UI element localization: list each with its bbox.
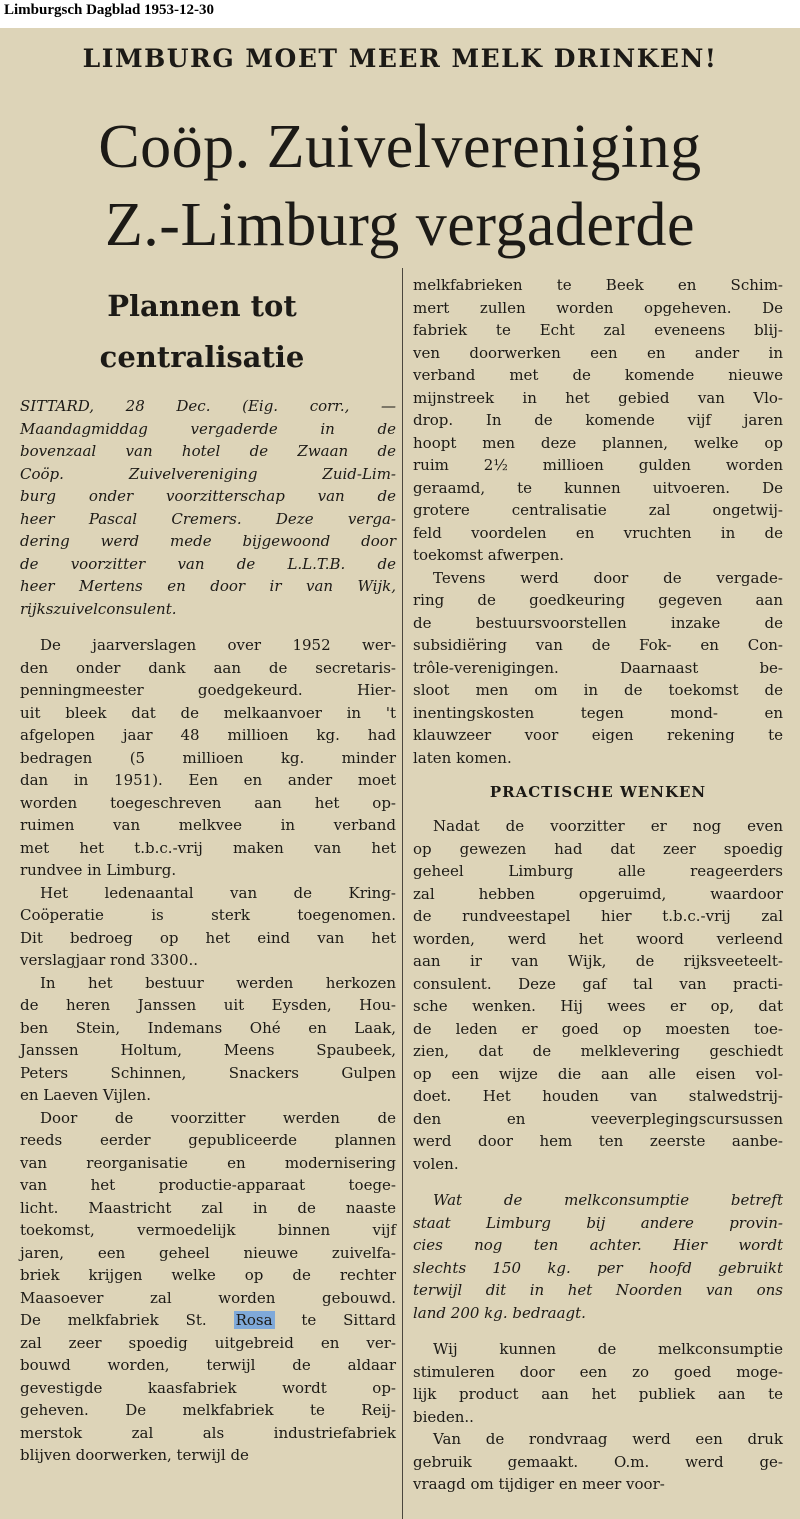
text-line: cies nog ten achter. Hier wordt	[413, 1236, 783, 1254]
text-line: geheel Limburg alle reageerders	[413, 862, 783, 880]
text-line: bovenzaal van hotel de Zwaan de	[20, 442, 396, 460]
text-line: land 200 kg. bedraagt.	[413, 1303, 586, 1322]
article-paragraph	[413, 1338, 783, 1428]
text-line: consulent. Deze gaf tal van practi-	[413, 974, 783, 993]
text-line: ben Stein, Indemans Ohé en Laak,	[20, 1018, 396, 1037]
text-line: rijkszuivelconsulent.	[20, 599, 177, 618]
text-line: briek krijgen welke op de rechter	[20, 1266, 396, 1284]
text-line: de voorzitter van de L.L.T.B. de	[20, 554, 396, 573]
text-line: De jaarverslagen over 1952 wer-	[40, 636, 396, 654]
main-headline-line-2: Z.-Limburg vergaderde	[104, 191, 696, 259]
text-line: sche wenken. Hij wees er op, dat	[413, 997, 783, 1015]
text-line: de leden er goed op moesten toe-	[413, 1019, 783, 1038]
text-line: Maasoever zal worden gebouwd.	[20, 1288, 396, 1307]
text-line: zal hebben opgeruimd, waardoor	[413, 884, 783, 903]
text-line: terwijl dit in het Noorden van ons	[413, 1281, 783, 1299]
section-heading: PRACTISCHE WENKEN	[489, 783, 707, 801]
text-line: den onder dank aan de secretaris-	[20, 658, 396, 677]
text-line: van reorganisatie en modernisering	[20, 1153, 396, 1172]
text-line: worden, werd het woord verleend	[413, 929, 783, 948]
text-line: jaren, een geheel nieuwe zuivelfa-	[20, 1243, 396, 1262]
text-line: grotere centralisatie zal ongetwij-	[413, 501, 783, 519]
text-line: Coöperatie is sterk toegenomen.	[20, 906, 396, 924]
text-line: toekomst, vermoedelijk binnen vijf	[20, 1221, 396, 1239]
text-line: heer Pascal Cremers. Deze verga-	[20, 509, 396, 528]
text-line: staat Limburg bij andere provin-	[413, 1213, 783, 1232]
main-headline-line-1: Coöp. Zuivelvereniging	[98, 113, 702, 181]
text-line: klauwzeer voor eigen rekening te	[413, 726, 783, 744]
article-paragraph	[413, 815, 783, 1175]
text-line: ruim 2½ millioen gulden worden	[413, 456, 783, 474]
text-line: rundvee in Limburg.	[20, 861, 177, 879]
lede-paragraph	[20, 395, 396, 620]
text-line: toekomst afwerpen.	[413, 546, 565, 564]
text-line: merstok zal als industriefabriek	[20, 1423, 396, 1442]
article-paragraph	[413, 274, 783, 567]
text-line: de bestuursvoorstellen inzake de	[413, 613, 783, 632]
text-line: Wat de melkconsumptie betreft	[433, 1191, 783, 1209]
text-line: heer Mertens en door ir van Wijk,	[20, 577, 396, 595]
text-line: verband met de komende nieuwe	[413, 366, 783, 384]
text-line: slechts 150 kg. per hoofd gebruikt	[413, 1258, 783, 1277]
text-line: Coöp. Zuivelvereniging Zuid-Lim-	[20, 464, 396, 483]
text-line: fabriek te Echt zal eveneens blij-	[413, 321, 783, 339]
text-line: bedragen (5 millioen kg. minder	[20, 748, 396, 767]
text-line: Tevens werd door de vergade-	[433, 568, 783, 587]
text-line: lijk product aan het publiek aan te	[413, 1385, 783, 1403]
text-line: ven doorwerken een en ander in	[413, 343, 783, 362]
text-line: Nadat de voorzitter er nog even	[433, 817, 783, 835]
text-line: sloot men om in de toekomst de	[413, 681, 783, 699]
text-line: Het ledenaantal van de Kring-	[40, 883, 396, 902]
text-line: werd door hem ten zeerste aanbe-	[413, 1132, 783, 1150]
text-line: melkfabrieken te Beek en Schim-	[413, 276, 783, 294]
text-line: trôle-verenigingen. Daarnaast be-	[413, 658, 783, 677]
text-line: drop. In de komende vijf jaren	[413, 411, 783, 429]
text-line: op gewezen had dat zeer spoedig	[413, 839, 783, 858]
text-line: Peters Schinnen, Snackers Gulpen	[20, 1063, 396, 1082]
search-highlight: Rosa	[235, 1311, 273, 1329]
text-line: bieden..	[413, 1407, 474, 1426]
subheadline-line-2: centralisatie	[99, 340, 305, 374]
article-paragraph	[413, 1428, 783, 1496]
text-line: ring de goedkeuring gegeven aan	[413, 591, 783, 609]
article-column-left	[20, 395, 396, 1467]
text-line: inentingskosten tegen mond- en	[413, 703, 783, 722]
text-line: feld voordelen en vruchten in de	[413, 523, 783, 542]
text-line: van het productie-apparaat toege-	[20, 1176, 396, 1194]
text-line: stimuleren door een zo goed moge-	[413, 1362, 783, 1381]
text-line: dering werd mede bijgewoond door	[20, 532, 396, 550]
subheadline-line-1: Plannen tot	[107, 289, 297, 323]
text-line: vraagd om tijdiger en meer voor-	[413, 1475, 665, 1493]
text-line: gevestigde kaasfabriek wordt op-	[20, 1378, 396, 1397]
text-line: zien, dat de melklevering geschiedt	[413, 1042, 783, 1060]
text-line: op een wijze die aan alle eisen vol-	[413, 1064, 783, 1083]
text-line: doet. Het houden van stalwedstrij-	[413, 1087, 783, 1105]
text-line: Maandagmiddag vergaderde in de	[20, 419, 396, 438]
text-line: licht. Maastricht zal in de naaste	[20, 1198, 396, 1217]
text-line: penningmeester goedgekeurd. Hier-	[20, 681, 396, 699]
text-line: De melkfabriek St. Rosa te Sittard	[20, 1311, 396, 1329]
article-paragraph	[20, 634, 396, 882]
text-line: Van de rondvraag werd een druk	[433, 1430, 783, 1448]
text-line: worden toegeschreven aan het op-	[20, 793, 396, 812]
article-column-right	[413, 274, 783, 1496]
text-line: ruimen van melkvee in verband	[20, 816, 396, 834]
text-line: afgelopen jaar 48 millioen kg. had	[20, 726, 396, 744]
text-line: reeds eerder gepubliceerde plannen	[20, 1131, 396, 1149]
text-line: mijnstreek in het gebied van Vlo-	[413, 388, 783, 407]
text-line: mert zullen worden opgeheven. De	[413, 298, 783, 317]
text-line: In het bestuur werden herkozen	[40, 973, 396, 992]
text-line: subsidiëring van de Fok- en Con-	[413, 636, 783, 654]
article-paragraph	[20, 972, 396, 1107]
clipping-caption: Limburgsch Dagblad 1953-12-30	[4, 2, 215, 18]
newspaper-clipping	[0, 28, 800, 1519]
text-line: verslagjaar rond 3300..	[20, 951, 198, 969]
text-line: zal zeer spoedig uitgebreid en ver-	[20, 1333, 396, 1352]
article-paragraph	[413, 567, 783, 770]
text-line: burg onder voorzitterschap van de	[20, 487, 396, 505]
italic-paragraph	[413, 1189, 783, 1324]
text-line: uit bleek dat de melkaanvoer in 't	[20, 703, 396, 722]
text-line: en Laeven Vijlen.	[20, 1086, 151, 1104]
text-line: Dit bedroeg op het eind van het	[20, 928, 396, 947]
text-line: bouwd worden, terwijl de aldaar	[20, 1356, 396, 1374]
text-line: Wij kunnen de melkconsumptie	[433, 1340, 783, 1358]
text-line: de heren Janssen uit Eysden, Hou-	[20, 996, 396, 1014]
text-line: dan in 1951). Een en ander moet	[20, 771, 396, 789]
text-line: den en veeverplegingscursussen	[413, 1109, 783, 1128]
text-line: Janssen Holtum, Meens Spaubeek,	[20, 1041, 396, 1059]
text-line: volen.	[413, 1154, 459, 1173]
text-line: gebruik gemaakt. O.m. werd ge-	[413, 1452, 783, 1471]
column-divider	[402, 268, 403, 1519]
text-line: de rundveestapel hier t.b.c.-vrij zal	[413, 907, 783, 925]
text-line: SITTARD, 28 Dec. (Eig. corr., —	[20, 397, 396, 415]
text-line: hoopt men deze plannen, welke op	[413, 433, 783, 452]
text-line: met het t.b.c.-vrij maken van het	[20, 838, 396, 857]
kicker-headline: LIMBURG MOET MEER MELK DRINKEN!	[82, 44, 718, 73]
article-paragraph	[20, 1107, 396, 1467]
text-line: geheven. De melkfabriek te Reij-	[20, 1401, 396, 1419]
text-line: blijven doorwerken, terwijl de	[20, 1446, 249, 1464]
article-paragraph	[20, 882, 396, 972]
text-line: laten komen.	[413, 748, 512, 767]
text-line: aan ir van Wijk, de rijksveeteelt-	[413, 952, 783, 970]
text-line: geraamd, te kunnen uitvoeren. De	[413, 478, 783, 497]
text-line: Door de voorzitter werden de	[40, 1108, 396, 1127]
